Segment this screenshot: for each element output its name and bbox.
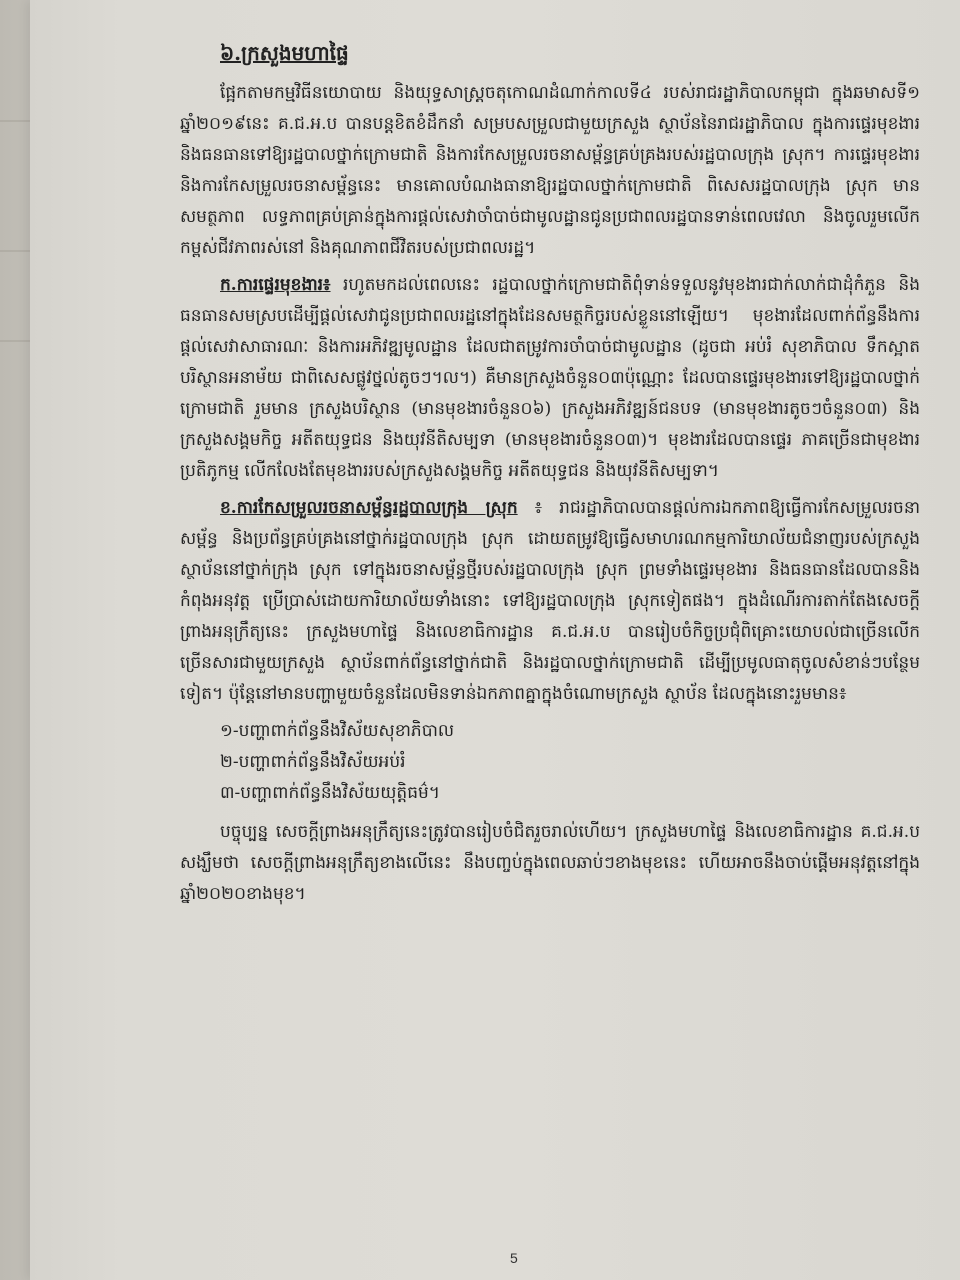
list-item: ២-បញ្ហាពាក់ព័ន្ធនឹងវិស័យអប់រំ	[220, 752, 406, 772]
closing-paragraph: បច្ចុប្បន្ន សេចក្តីព្រាងអនុក្រឹត្យនេះត្រូវបានរៀបចំជិតរួចរាល់ហើយ។ ក្រសួងមហាផ្ទៃ និងលេខាធិការដ្ឋាន គ.ជ.អ.ប សង្ឃឹមថា សេចក្តីព្រាងអនុក្រឹត្យខាងលើនេះ នឹងបញ្ចប់ក្នុងពេលឆាប់ៗខាងមុខនេះ ហើយអាចនឹងចាប់ផ្តើមអនុវត្តនៅក្នុងឆ្នាំ២០២០ខាងមុខ។	[180, 822, 920, 904]
issues-list	[220, 716, 920, 809]
intro-paragraph: ផ្អែកតាមកម្មវិធីនយោបាយ និងយុទ្ធសាស្រ្តចតុកោណដំណាក់កាលទី៤ របស់រាជរដ្ឋាភិបាលកម្ពុជា ក្នុងឆមាសទី១ ឆ្នាំ២០១៩នេះ គ.ជ.អ.ប បានបន្តខិតខំដឹកនាំ សម្របសម្រួលជាមួយក្រសួង ស្ថាប័ននៃរាជរដ្ឋាភិបាល ក្នុងការផ្ទេរមុខងារ និងធនធានទៅឱ្យរដ្ឋបាលថ្នាក់ក្រោមជាតិ និងការកែសម្រួលរចនាសម្ព័ន្ធគ្រប់គ្រងរបស់រដ្ឋបាលក្រុង ស្រុក។ ការផ្ទេរមុខងារ និងការកែសម្រួលរចនាសម្ព័ន្ធនេះ មានគោលបំណងធានាឱ្យរដ្ឋបាលថ្នាក់ក្រោមជាតិ ពិសេសរដ្ឋបាលក្រុង ស្រុក មានសមត្ថភាព លទ្ធភាពគ្រប់គ្រាន់ក្នុងការផ្តល់សេវាចាំបាច់ជាមូលដ្ឋានជូនប្រជាពលរដ្ឋបានទាន់ពេលវេលា និងចូលរួមលើកកម្ពស់ជីវភាពរស់នៅ និងគុណភាពជីវិតរបស់ប្រជាពលរដ្ឋ។	[180, 83, 920, 258]
section-b-text: ៖ រាជរដ្ឋាភិបាលបានផ្តល់ការឯកភាពឱ្យធ្វើការកែសម្រួលរចនាសម្ព័ន្ធ និងប្រព័ន្ធគ្រប់គ្រងនៅថ្នាក់រដ្ឋបាលក្រុង ស្រុក ដោយតម្រូវឱ្យធ្វើសមាហរណកម្មការិយាល័យជំនាញរបស់ក្រសួង ស្ថាប័ននៅថ្នាក់ក្រុង ស្រុក ទៅក្នុងរចនាសម្ព័ន្ធថ្មីរបស់រដ្ឋបាលក្រុង ស្រុក ព្រមទាំងផ្ទេរមុខងារ និងធនធានដែលបាននិងកំពុងអនុវត្ត ប្រើប្រាស់ដោយការិយាល័យទាំងនោះ ទៅឱ្យរដ្ឋបាលក្រុង ស្រុកទៀតផង។ ក្នុងដំណើរការតាក់តែងសេចក្តីព្រាងអនុក្រឹត្យនេះ ក្រសួងមហាផ្ទៃ និងលេខាធិការដ្ឋាន គ.ជ.អ.ប បានរៀបចំកិច្ចប្រជុំពិគ្រោះយោបល់ជាច្រើនលើកច្រើនសារជាមួយក្រសួង ស្ថាប័នពាក់ព័ន្ធនៅថ្នាក់ជាតិ និងរដ្ឋបាលថ្នាក់ក្រោមជាតិ ដើម្បីប្រមូលធាតុចូលសំខាន់ៗបន្ថែមទៀត។ ប៉ុន្តែនៅមានបញ្ហាមួយចំនួនដែលមិនទាន់ឯកភាពគ្នាក្នុងចំណោមក្រសួង ស្ថាប័ន ដែលក្នុងនោះរួមមាន៖	[180, 498, 921, 704]
section-a-title: ក.ការផ្ទេរមុខងារ៖	[220, 275, 331, 295]
page-number: 5	[510, 1250, 518, 1266]
section-a-paragraph	[180, 270, 920, 487]
document-page	[180, 38, 920, 1238]
section-heading: ៦.ក្រសួងមហាផ្ទៃ	[220, 41, 349, 65]
paper-sheet	[30, 0, 960, 1280]
list-item: ១-បញ្ហាពាក់ព័ន្ធនឹងវិស័យសុខាភិបាល	[220, 721, 455, 741]
section-b-title: ខ.ការកែសម្រួលរចនាសម្ព័ន្ធរដ្ឋបាលក្រុង ស្រុក	[220, 498, 518, 518]
section-b-paragraph	[180, 493, 920, 710]
section-a-text: រហូតមកដល់ពេលនេះ រដ្ឋបាលថ្នាក់ក្រោមជាតិពុំទាន់ទទួលនូវមុខងារជាក់លាក់ជាដុំកំភួន និងធនធានសមស្របដើម្បីផ្តល់សេវាជូនប្រជាពលរដ្ឋនៅក្នុងដែនសមត្ថកិច្ចរបស់ខ្លួននៅឡើយ។ មុខងារដែលពាក់ព័ន្ធនឹងការផ្តល់សេវាសាធារណៈ និងការអភិវឌ្ឍមូលដ្ឋាន ដែលជាតម្រូវការចាំបាច់ជាមូលដ្ឋាន (ដូចជា អប់រំ សុខាភិបាល ទឹកស្អាត បរិស្ថានអនាម័យ ជាពិសេសផ្លូវថ្នល់តូចៗ។ល។) គឺមានក្រសួងចំនួន០៣ប៉ុណ្ណោះ ដែលបានផ្ទេរមុខងារទៅឱ្យរដ្ឋបាលថ្នាក់ក្រោមជាតិ រួមមាន ក្រសួងបរិស្ថាន (មានមុខងារចំនួន០៦) ក្រសួងអភិវឌ្ឍន៍ជនបទ (មានមុខងារតូចៗចំនួន០៣) និងក្រសួងសង្គមកិច្ច អតីតយុទ្ធជន និងយុវនីតិសម្បទា (មានមុខងារចំនួន០៣)។ មុខងារដែលបានផ្ទេរ ភាគច្រើនជាមុខងារប្រតិភូកម្ម លើកលែងតែមុខងាររបស់ក្រសួងសង្គមកិច្ច អតីតយុទ្ធជន និងយុវនីតិសម្បទា។	[180, 275, 920, 481]
list-item: ៣-បញ្ហាពាក់ព័ន្ធនឹងវិស័យយុត្តិធម៌។	[220, 783, 440, 803]
